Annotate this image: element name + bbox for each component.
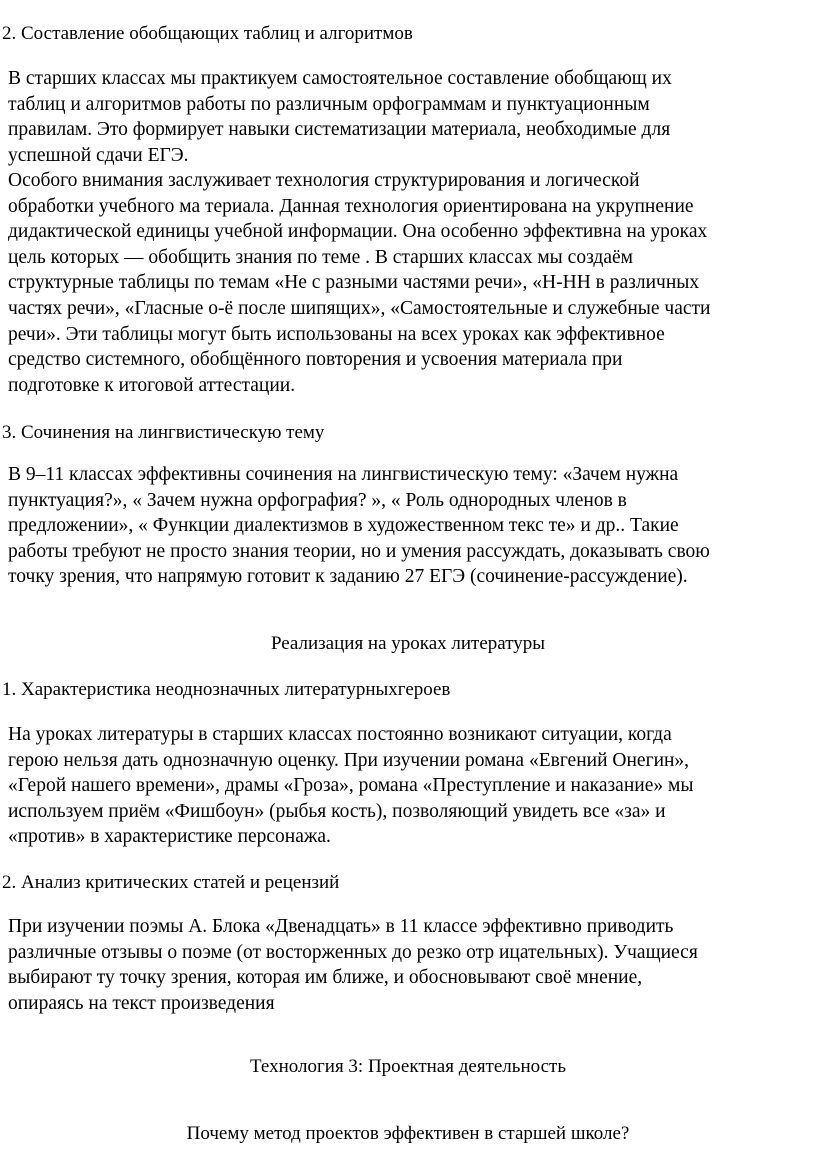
text-line: структурные таблицы по темам «Не с разными частями речи», «Н-НН в различных <box>8 272 700 294</box>
text-line: используем приём «Фишбоун» (рыбья кость), позволяющий увидеть все «за» и <box>8 800 666 822</box>
section-heading-critics: 2. Анализ критических статей и рецензий <box>2 872 340 893</box>
text-line: средство системного, обобщённого повторения и усвоения материала при <box>8 349 623 371</box>
text-line: пунктуация?», « Зачем нужна орфография? », « Роль однородных членов в <box>8 489 627 511</box>
text-line: дидактической единицы учебной информации. Она особенно эффективна на уроках <box>8 221 708 243</box>
text-line: точку зрения, что напрямую готовит к заданию 27 ЕГЭ (сочинение-рассуждение). <box>8 566 688 588</box>
paragraph-essays <box>8 462 816 590</box>
text-line: «Герой нашего времени», драмы «Гроза», романа «Преступление и наказание» мы <box>8 775 694 797</box>
projects-question-title: Почему метод проектов эффективен в старшей школе? <box>186 1123 630 1144</box>
text-line: речи». Эти таблицы могут быть использованы на всех уроках как эффективное <box>8 323 665 345</box>
text-line: работы требуют не просто знания теории, но и умения рассуждать, доказывать свою <box>8 540 710 562</box>
text-line: Особого внимания заслуживает технология структурирования и логической <box>8 170 640 191</box>
text-line: обработки учебного ма териала. Данная технология ориентирована на укрупнение <box>8 195 694 217</box>
text-line: При изучении поэмы А. Блока «Двенадцать» в 11 классе эффективно приводить <box>8 916 674 937</box>
text-line: таблиц и алгоритмов работы по различным орфограммам и пунктуационным <box>8 93 650 115</box>
paragraph-tables-intro <box>8 66 816 168</box>
text-line: цель которых — обобщить знания по теме . В старших классах мы создаём <box>8 246 633 268</box>
section-heading-essays: 3. Сочинения на лингвистическую тему <box>2 422 325 443</box>
text-line: правилам. Это формирует навыки систематизации материала, необходимые для <box>8 119 671 141</box>
text-line: В 9–11 классах эффективны сочинения на лингвистическую тему: «Зачем нужна <box>8 464 679 485</box>
text-line: В старших классах мы практикуем самостоятельное составление обобщающ их <box>8 68 672 89</box>
section-heading-tables: 2. Составление обобщающих таблиц и алгоритмов <box>2 23 413 44</box>
technology-3-title: Технология 3: Проектная деятельность <box>250 1056 566 1077</box>
paragraph-critics <box>8 914 816 1016</box>
text-line: герою нельзя дать однозначную оценку. При изучении романа «Евгений Онегин», <box>8 749 690 771</box>
text-line: успешной сдачи ЕГЭ. <box>8 144 189 166</box>
literature-title: Реализация на уроках литературы <box>270 633 546 654</box>
text-line: выбирают ту точку зрения, которая им ближе, и обосновывают своё мнение, <box>8 967 643 989</box>
text-line: частях речи», «Гласные о-ё после шипящих», «Самостоятельные и служебные части <box>8 297 711 319</box>
text-line: На уроках литературы в старших классах постоянно возникают ситуации, когда <box>8 724 672 745</box>
text-line: опираясь на текст произведения <box>8 992 275 1014</box>
paragraph-heroes <box>8 722 816 850</box>
text-line: «против» в характеристике персонажа. <box>8 826 331 848</box>
paragraph-tables-technology <box>8 168 816 398</box>
text-line: подготовке к итоговой аттестации. <box>8 374 296 396</box>
text-line: различные отзывы о поэме (от восторженных до резко отр ицательных). Учащиеся <box>8 941 698 963</box>
text-line: предложении», « Функции диалектизмов в художественном текс те» и др.. Такие <box>8 515 679 537</box>
section-heading-heroes: 1. Характеристика неоднозначных литературныхгероев <box>2 679 451 700</box>
